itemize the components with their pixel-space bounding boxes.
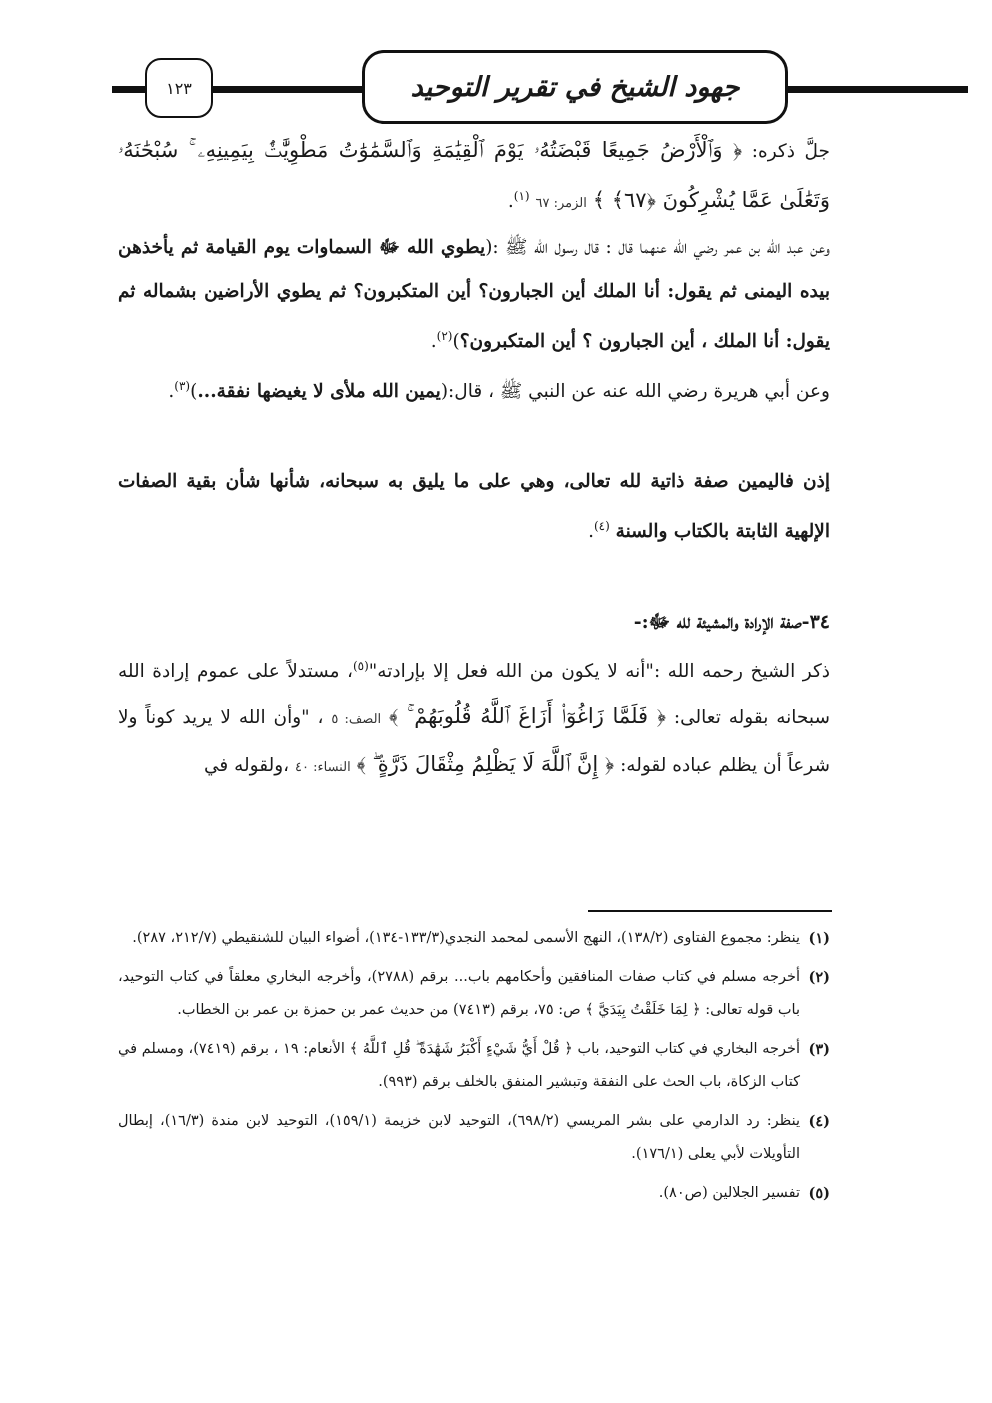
paragraph-5 [118, 644, 830, 790]
footnote-text: تفسير الجلالين (ص٨٠). [658, 1185, 800, 1201]
p2-end: ) [452, 331, 460, 353]
footnote-3 [118, 1033, 830, 1099]
footnotes [118, 922, 830, 1216]
footnote-ref-5[interactable]: (٥) [352, 659, 369, 673]
p1-intro: جلَّ ذكره: [751, 141, 830, 162]
footnote-separator [588, 910, 832, 912]
footnote-1 [118, 922, 830, 955]
footnote-text: أخرجه مسلم في كتاب صفات المنافقين وأحكامهم باب... برقم (٢٧٨٨)، وأخرجه البخاري معلقاً في كتاب التوحيد، باب قوله تعالى: ﴿ لِمَا خَلَقْتُ بِيَدَيَّ ﴾ ص: ٧٥، برقم (٧٤١٣) من حديث عمر بن حمزة بن عمر بن الخطاب. [118, 969, 800, 1018]
verse-ref-nisa: النساء: ٤٠ [295, 760, 351, 776]
p3-start: وعن أبي هريرة رضي الله عنه عن النبي ﷺ ، قال:( [440, 381, 830, 403]
verse-ref-zumar: الزمر: ٦٧ [535, 196, 587, 212]
paragraph-3: وعن أبي هريرة رضي الله عنه عن النبي ﷺ ، قال:(يمين الله ملأى لا يغيضها نفقة...)$^{(٣)}$. [168, 379, 830, 403]
main-text [118, 128, 830, 414]
footnote-ref-1[interactable]: (١) [513, 189, 530, 203]
footnote-5 [118, 1177, 830, 1210]
p2-start: وعن عبد الله بن عمر رضي الله عنهما قال : قال رسول الله ﷺ :( [485, 237, 830, 259]
p5-a: ذكر الشيخ رحمه الله :"أنه لا يكون من الله فعل إلا بإرادته" [368, 661, 830, 683]
page-title: جهود الشيخ في تقرير التوحيد [362, 50, 788, 124]
section-heading: ٣٤-صفة الإرادة والمشيئة لله ﷻ:- [633, 611, 830, 633]
paragraph-4: إذن فاليمين صفة ذاتية لله تعالى، وهي على ما يليق به سبحانه، شأنها شأن بقية الصفات الإلهية الثابتة بالكتاب والسنة $^{(٤)}$. [118, 471, 830, 543]
footnote-4 [118, 1105, 830, 1171]
footnote-number: (١) [808, 930, 830, 947]
footnote-ref-3[interactable]: (٣) [174, 379, 191, 394]
footnote-number: (٣) [808, 1041, 830, 1058]
p3-end: ) [190, 381, 198, 403]
conclusion-block [118, 460, 830, 554]
p5-b: ، مستدلاً على عموم إرادة الله سبحانه بقوله تعالى: [118, 661, 830, 729]
page-header [0, 0, 992, 140]
p5-d: ،ولقوله في [203, 755, 290, 777]
footnote-number: (٥) [808, 1185, 830, 1202]
hadith-2: يمين الله ملأى لا يغيضها نفقة... [197, 381, 441, 403]
quran-verse-zumar: ﴿ وَٱلْأَرْضُ جَمِيعًا قَبْضَتُهُۥ يَوْمَ ٱلْقِيَٰمَةِ وَٱلسَّمَٰوَٰتُ مَطْوِيَّٰتٌۢ بِيَمِينِهِۦ ۚ سُبْحَٰنَهُۥ وَتَعَٰلَىٰ عَمَّا يُشْرِكُونَ ﴿٦٧﴾ ﴾ [118, 138, 830, 213]
paragraph-2: وعن عبد الله بن عمر رضي الله عنهما قال : قال رسول الله ﷺ :(يطوي الله ﷻ السماوات يوم القيامة ثم يأخذهن بيده اليمنى ثم يقول: أنا الملك أين الجبارون؟ أين المتكبرون؟ ثم يطوي الأراضين بشماله ثم يقول: أنا الملك ، أين الجبارون ؟ أين المتكبرون؟)$^{(٢)}$. [118, 237, 830, 353]
verse-ref-saff: الصف: ٥ [331, 712, 382, 728]
quran-verse-saff: ﴿ فَلَمَّا زَاغُوٓا۟ أَزَاغَ ٱللَّهُ قُلُوبَهُمْ ۚ ﴾ [389, 704, 667, 729]
footnote-ref-4[interactable]: (٤) [593, 519, 610, 533]
footnote-text: ينظر: مجموع الفتاوى (١٣٨/٢)، النهج الأسمى لمحمد النجدي(١٣٣/٣-١٣٤)، أضواء البيان للشنقيطي (٢١٢/٧، ٢٨٧). [132, 930, 800, 946]
page-number: ١٢٣ [145, 58, 213, 118]
p5-c: ، "وأن الله لا يريد كوناً ولا شرعاً أن يظلم عباده لقوله: [118, 707, 830, 777]
paragraph-1: جلَّ ذكره: ﴿ وَٱلْأَرْضُ جَمِيعًا قَبْضَتُهُۥ يَوْمَ ٱلْقِيَٰمَةِ وَٱلسَّمَٰوَٰتُ مَطْوِيَّٰتٌۢ بِيَمِينِهِۦ ۚ سُبْحَٰنَهُۥ وَتَعَٰلَىٰ عَمَّا يُشْرِكُونَ ﴿٦٧﴾ ﴾ الزمر: ٦٧ $^{(١)}$. [118, 138, 830, 213]
section-block [118, 600, 830, 790]
footnote-text: ينظر: رد الدارمي على بشر المريسي (٦٩٨/٢)، التوحيد لابن خزيمة (١٥٩/١)، التوحيد لابن مندة (١٦/٣)، إبطال التأويلات لأبي يعلى (١٧٦/١). [118, 1113, 800, 1162]
hadith-1: يطوي الله ﷻ السماوات يوم القيامة ثم يأخذهن بيده اليمنى ثم يقول: أنا الملك أين الجبارون؟ أين المتكبرون؟ ثم يطوي الأراضين بشماله ثم يقول: أنا الملك ، أين الجبارون ؟ أين المتكبرون؟ [118, 237, 830, 353]
conclusion-text: إذن فاليمين صفة ذاتية لله تعالى، وهي على ما يليق به سبحانه، شأنها شأن بقية الصفات الإلهية الثابتة بالكتاب والسنة [118, 471, 830, 543]
footnote-ref-2[interactable]: (٢) [436, 329, 453, 344]
quran-verse-nisa: ﴿ إِنَّ ٱللَّهَ لَا يَظْلِمُ مِثْقَالَ ذَرَّةٍ ۖ ﴾ [356, 752, 615, 777]
footnote-2 [118, 961, 830, 1027]
footnote-number: (٤) [808, 1113, 830, 1130]
footnote-number: (٢) [808, 969, 830, 986]
footnote-text: أخرجه البخاري في كتاب التوحيد، باب ﴿ قُلْ أَيُّ شَيْءٍ أَكْبَرُ شَهَٰدَةً ۖ قُلِ ٱللَّهُ ﴾ الأنعام: ١٩ ، برقم (٧٤١٩)، ومسلم في كتاب الزكاة، باب الحث على النفقة وتبشير المنفق بالخلف برقم (٩٩٣). [118, 1041, 800, 1090]
